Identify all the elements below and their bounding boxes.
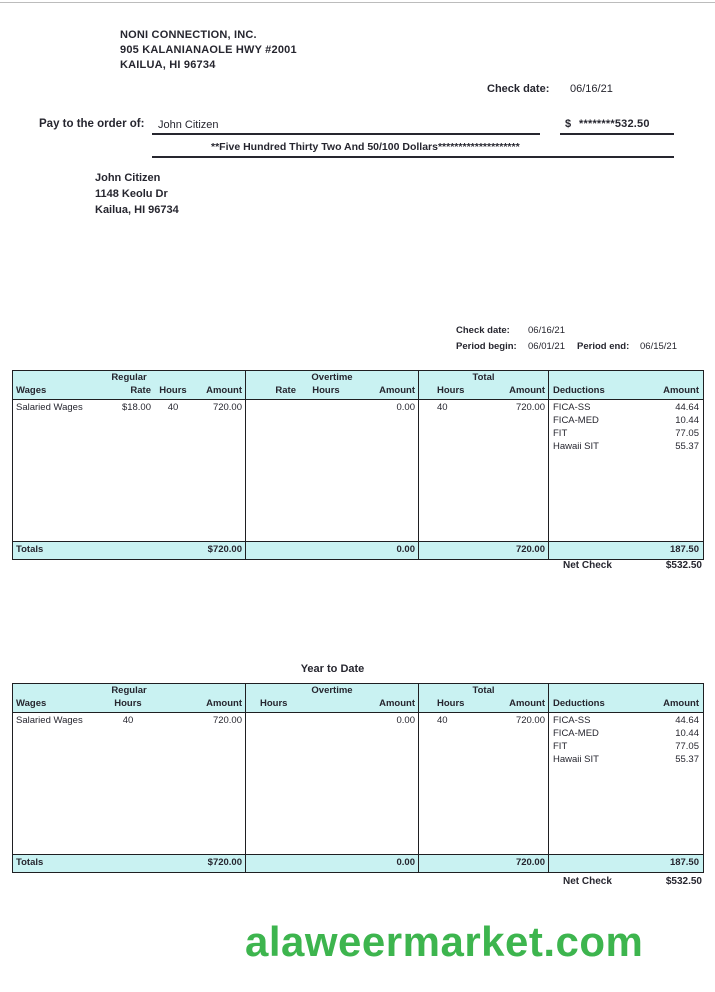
deduction-amount: 44.64 [675,402,699,413]
page-top-divider [0,2,715,3]
recipient-name: John Citizen [95,172,161,184]
amount-words-underline [152,156,674,158]
col-overtime-amount: Amount [379,385,415,396]
col-deductions-amount: Amount [663,698,699,709]
col-deductions: Deductions [553,385,605,396]
deduction-row [549,427,702,440]
deduction-amount: 55.37 [675,754,699,765]
company-address-line2: KAILUA, HI 96734 [120,59,216,71]
deduction-name: FICA-SS [553,402,591,413]
deduction-row [549,727,702,740]
overtime-amount-value: 0.00 [396,402,415,413]
col-regular-hours: Hours [114,698,142,709]
col-overtime-hours: Hours [312,385,340,396]
ytd-column-header-row [13,697,703,713]
group-regular: Regular [111,372,147,383]
amount-underline [560,133,674,135]
payee-underline [152,133,540,135]
ytd-group-header-row [13,684,703,697]
wage-type: Salaried Wages [16,715,83,726]
current-body-row [13,400,703,541]
total-hours-value: 40 [437,715,448,726]
col-regular-hours: Hours [159,385,187,396]
deduction-amount: 77.05 [675,741,699,752]
col-total-amount: Amount [509,385,545,396]
company-address-block [120,28,297,73]
deduction-row [549,740,702,753]
deduction-row [549,440,702,453]
watermark-text: alaweermarket.com [245,918,644,965]
current-group-header-row [13,371,703,384]
col-regular-amount: Amount [206,698,242,709]
col-overtime-amount: Amount [379,698,415,709]
totals-regular-amount: $720.00 [207,857,242,868]
col-total-hours: Hours [437,698,465,709]
totals-deductions-amount: 187.50 [669,544,699,555]
ytd-body-row [13,713,703,854]
recipient-address-line2: Kailua, HI 96734 [95,204,179,216]
check-amount-numeric: ********532.50 [579,118,650,130]
totals-overtime-amount: 0.00 [396,857,415,868]
current-column-header-row [13,384,703,400]
group-overtime: Overtime [311,372,353,383]
col-total-hours: Hours [437,385,465,396]
regular-amount-value: 720.00 [212,402,242,413]
deduction-name: FIT [553,741,568,752]
company-address-line1: 905 KALANIANAOLE HWY #2001 [120,44,297,56]
stub-check-date-value: 06/16/21 [528,325,565,336]
deduction-row [549,414,702,427]
col-wages: Wages [16,698,47,709]
totals-total-amount: 720.00 [515,857,545,868]
deduction-name: FICA-MED [553,728,599,739]
ytd-totals-row [13,854,703,872]
col-overtime-hours: Hours [260,698,288,709]
check-date-label: Check date: [487,83,550,95]
recipient-address-block [95,170,179,218]
group-overtime: Overtime [311,685,353,696]
period-begin-label: Period begin: [456,341,517,352]
deduction-name: FICA-SS [553,715,591,726]
regular-hours-value: 40 [167,402,179,413]
overtime-amount-value: 0.00 [396,715,415,726]
totals-regular-amount: $720.00 [207,544,242,555]
col-regular-amount: Amount [206,385,242,396]
group-total: Total [472,372,495,383]
ytd-table [12,683,704,873]
totals-label: Totals [16,857,44,868]
total-amount-value: 720.00 [515,402,545,413]
totals-overtime-amount: 0.00 [396,544,415,555]
current-period-table [12,370,704,560]
company-name: NONI CONNECTION, INC. [120,29,257,41]
regular-rate-value: $18.00 [121,402,151,413]
deduction-row [549,714,702,727]
ytd-title: Year to Date [300,663,365,675]
total-amount-value: 720.00 [515,715,545,726]
deduction-name: Hawaii SIT [553,754,599,765]
total-hours-value: 40 [437,402,448,413]
totals-label: Totals [16,544,44,555]
deduction-name: FIT [553,428,568,439]
deduction-row [549,401,702,414]
wage-type: Salaried Wages [16,402,83,413]
totals-deductions-amount: 187.50 [669,857,699,868]
period-end-label: Period end: [577,341,630,352]
check-amount-words: **Five Hundred Thirty Two And 50/100 Dollars******************** [211,141,520,153]
deduction-row [549,753,702,766]
col-total-amount: Amount [509,698,545,709]
deduction-amount: 10.44 [675,728,699,739]
col-overtime-rate: Rate [275,385,296,396]
period-begin-value: 06/01/21 [528,341,565,352]
totals-total-amount: 720.00 [515,544,545,555]
recipient-address-line1: 1148 Keolu Dr [95,188,168,200]
group-total: Total [472,685,495,696]
deductions-list [549,713,702,854]
deduction-amount: 10.44 [675,415,699,426]
net-check-value: $532.50 [665,560,702,571]
check-date-value: 06/16/21 [570,83,613,95]
regular-hours-value: 40 [122,715,134,726]
group-regular: Regular [111,685,147,696]
net-check-value: $532.50 [665,876,702,887]
col-deductions: Deductions [553,698,605,709]
deduction-amount: 77.05 [675,428,699,439]
deductions-list [549,400,702,541]
currency-symbol: $ [565,118,572,130]
deduction-amount: 55.37 [675,441,699,452]
current-totals-row [13,541,703,559]
col-deductions-amount: Amount [663,385,699,396]
col-wages: Wages [16,385,47,396]
net-check-label: Net Check [563,876,612,887]
stub-check-date-label: Check date: [456,325,510,336]
payee-name: John Citizen [158,119,219,131]
regular-amount-value: 720.00 [212,715,242,726]
deduction-amount: 44.64 [675,715,699,726]
deduction-name: Hawaii SIT [553,441,599,452]
col-regular-rate: Rate [130,385,151,396]
pay-to-order-label: Pay to the order of: [39,118,145,130]
period-end-value: 06/15/21 [640,341,677,352]
deduction-name: FICA-MED [553,415,599,426]
net-check-label: Net Check [563,560,612,571]
